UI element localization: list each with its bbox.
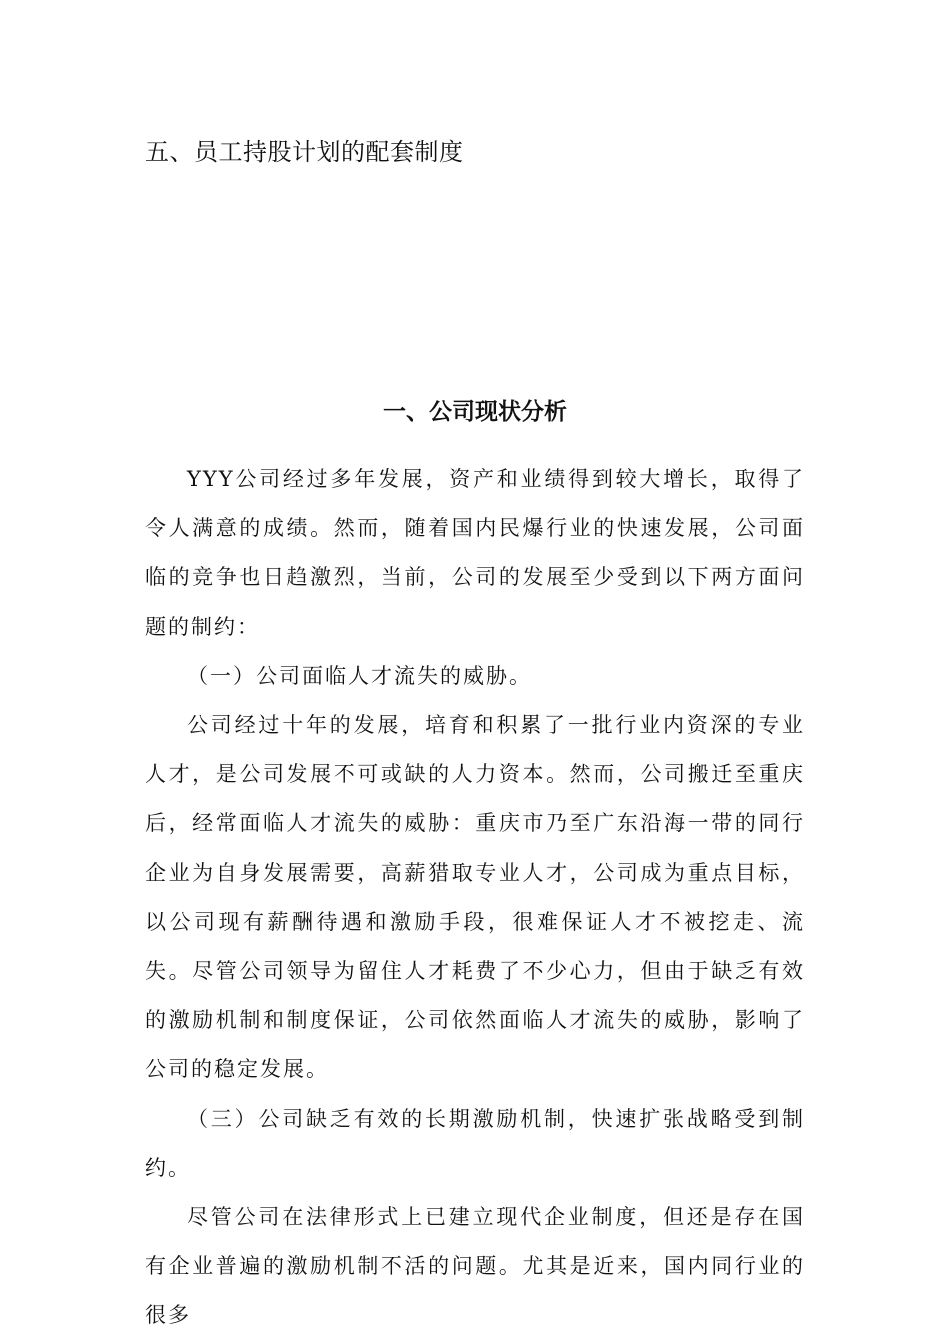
paragraph-intro: YYY公司经过多年发展，资产和业绩得到较大增长，取得了令人满意的成绩。然而，随着国内民爆行业的快速发展，公司面临的竞争也日趋激烈，当前，公司的发展至少受到以下两方面问题的制约： xyxy=(145,467,805,639)
section-title: 一、公司现状分析 xyxy=(383,399,567,425)
paragraph-talent-loss: 公司经过十年的发展，培育和积累了一批行业内资深的专业人才，是公司发展不可或缺的人力资本。然而，公司搬迁至重庆后，经常面临人才流失的威胁：重庆市乃至广东沿海一带的同行企业为自身发展需要，高薪猎取专业人才，公司成为重点目标，以公司现有薪酬待遇和激励手段，很难保证人才不被挖走、流失。尽管公司领导为留住人才耗费了不少心力，但由于缺乏有效的激励机制和制度保证，公司依然面临人才流失的威胁，影响了公司的稳定发展。 xyxy=(145,713,805,1082)
paragraph-subheading-3: （三）公司缺乏有效的长期激励机制，快速扩张战略受到制约。 xyxy=(145,1106,805,1180)
body-text xyxy=(145,455,805,1341)
toc-entry: 五、员工持股计划的配套制度 xyxy=(145,138,464,166)
paragraph-incentive: 尽管公司在法律形式上已建立现代企业制度，但还是存在国有企业普遍的激励机制不活的问题。尤其是近来，国内同行业的很多 xyxy=(145,1205,805,1328)
paragraph-subheading-1: （一）公司面临人才流失的威胁。 xyxy=(187,663,532,688)
